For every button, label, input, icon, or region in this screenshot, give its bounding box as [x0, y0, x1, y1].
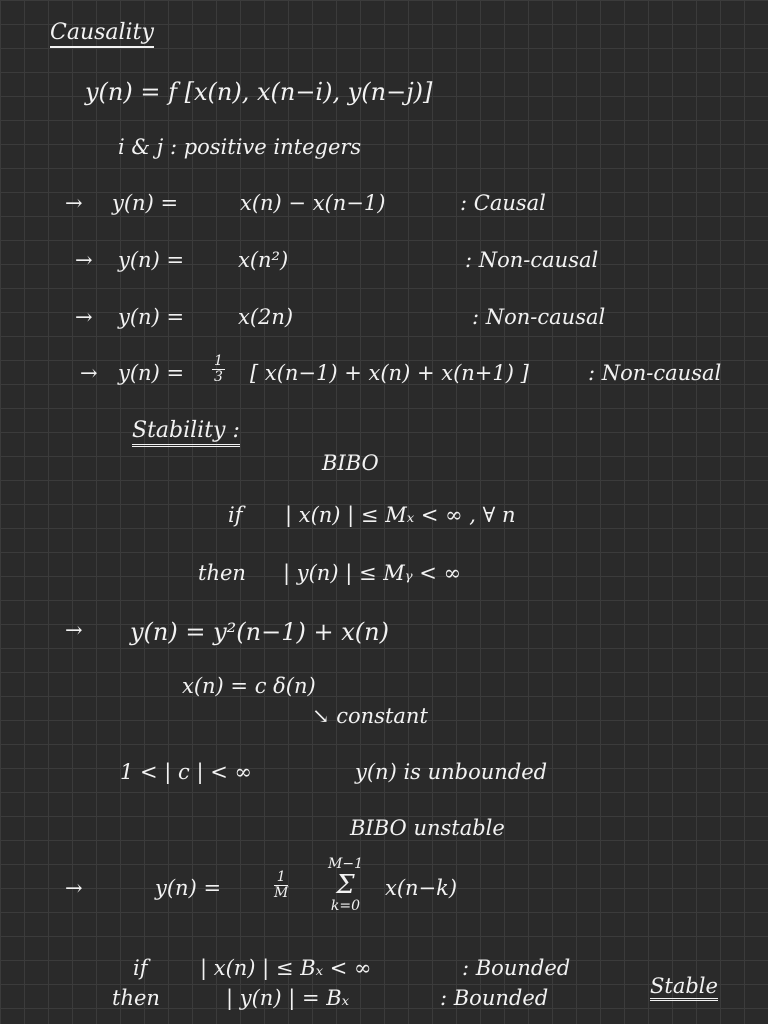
example-lhs: y(n) =: [118, 305, 185, 329]
example-rhs: [ x(n−1) + x(n) + x(n+1) ]: [250, 361, 529, 385]
arrow-icon: →: [65, 876, 83, 900]
bounded-input-label: : Bounded: [462, 956, 571, 980]
arrow-icon: →: [65, 618, 83, 642]
example-lhs: y(n) =: [118, 361, 185, 385]
causality-heading: Causality: [50, 22, 154, 48]
fraction-denominator: 3: [214, 369, 223, 386]
then-word: then: [112, 986, 160, 1010]
example-rhs: x(n) − x(n−1): [240, 191, 386, 215]
one-over-m-fraction: [274, 870, 288, 902]
bounded-output-label: : Bounded: [440, 986, 549, 1010]
sum-upper-limit: M−1: [328, 856, 363, 872]
stability-heading: Stability :: [132, 420, 240, 447]
sigma-icon: Σ: [336, 870, 355, 901]
if-word: if: [133, 956, 148, 980]
unbounded-result: y(n) is unbounded: [355, 760, 548, 784]
summand: x(n−k): [385, 876, 458, 900]
constant-range: 1 < | c | < ∞: [120, 760, 253, 784]
arrow-icon: →: [65, 191, 83, 215]
bounded-output-condition: | y(n) | = Bₓ: [226, 986, 350, 1010]
example-label: : Non-causal: [465, 248, 599, 272]
constant-note: ↘ constant: [312, 704, 428, 728]
general-causality-equation: y(n) = f [x(n), x(n−i), y(n−j)]: [85, 78, 433, 106]
fraction-numerator: 1: [274, 870, 288, 886]
example-lhs: y(n) =: [118, 248, 185, 272]
sum-lower-limit: k=0: [330, 898, 361, 915]
bibo-unstable-verdict: BIBO unstable: [350, 816, 505, 840]
example-rhs: x(n²): [238, 248, 289, 272]
example-lhs: y(n) =: [112, 191, 179, 215]
example-label: : Non-causal: [588, 361, 722, 385]
example-rhs: x(2n): [238, 305, 294, 329]
stable-verdict: Stable: [650, 976, 718, 1001]
fraction-denominator: M: [274, 885, 289, 902]
bibo-output-condition: | y(n) | ≤ Mᵧ < ∞: [283, 561, 462, 585]
example-label: : Causal: [460, 191, 546, 215]
arrow-icon: →: [80, 361, 98, 385]
arrow-icon: →: [75, 305, 93, 329]
bibo-label: BIBO: [322, 451, 379, 475]
positive-integers-note: i & j : positive integers: [118, 135, 362, 159]
fraction-numerator: 1: [214, 353, 223, 369]
then-word: then: [198, 561, 246, 585]
arrow-icon: →: [75, 248, 93, 272]
if-word: if: [228, 503, 243, 527]
summation: [328, 856, 363, 914]
nonlinear-equation: y(n) = y²(n−1) + x(n): [130, 618, 389, 646]
one-third-fraction: [212, 354, 225, 386]
bibo-input-condition: | x(n) | ≤ Mₓ < ∞ , ∀ n: [285, 503, 516, 527]
example-label: : Non-causal: [472, 305, 606, 329]
impulse-input: x(n) = c δ(n): [182, 674, 316, 698]
bounded-input-condition: | x(n) | ≤ Bₓ < ∞: [200, 956, 372, 980]
example-lhs: y(n) =: [155, 876, 222, 900]
